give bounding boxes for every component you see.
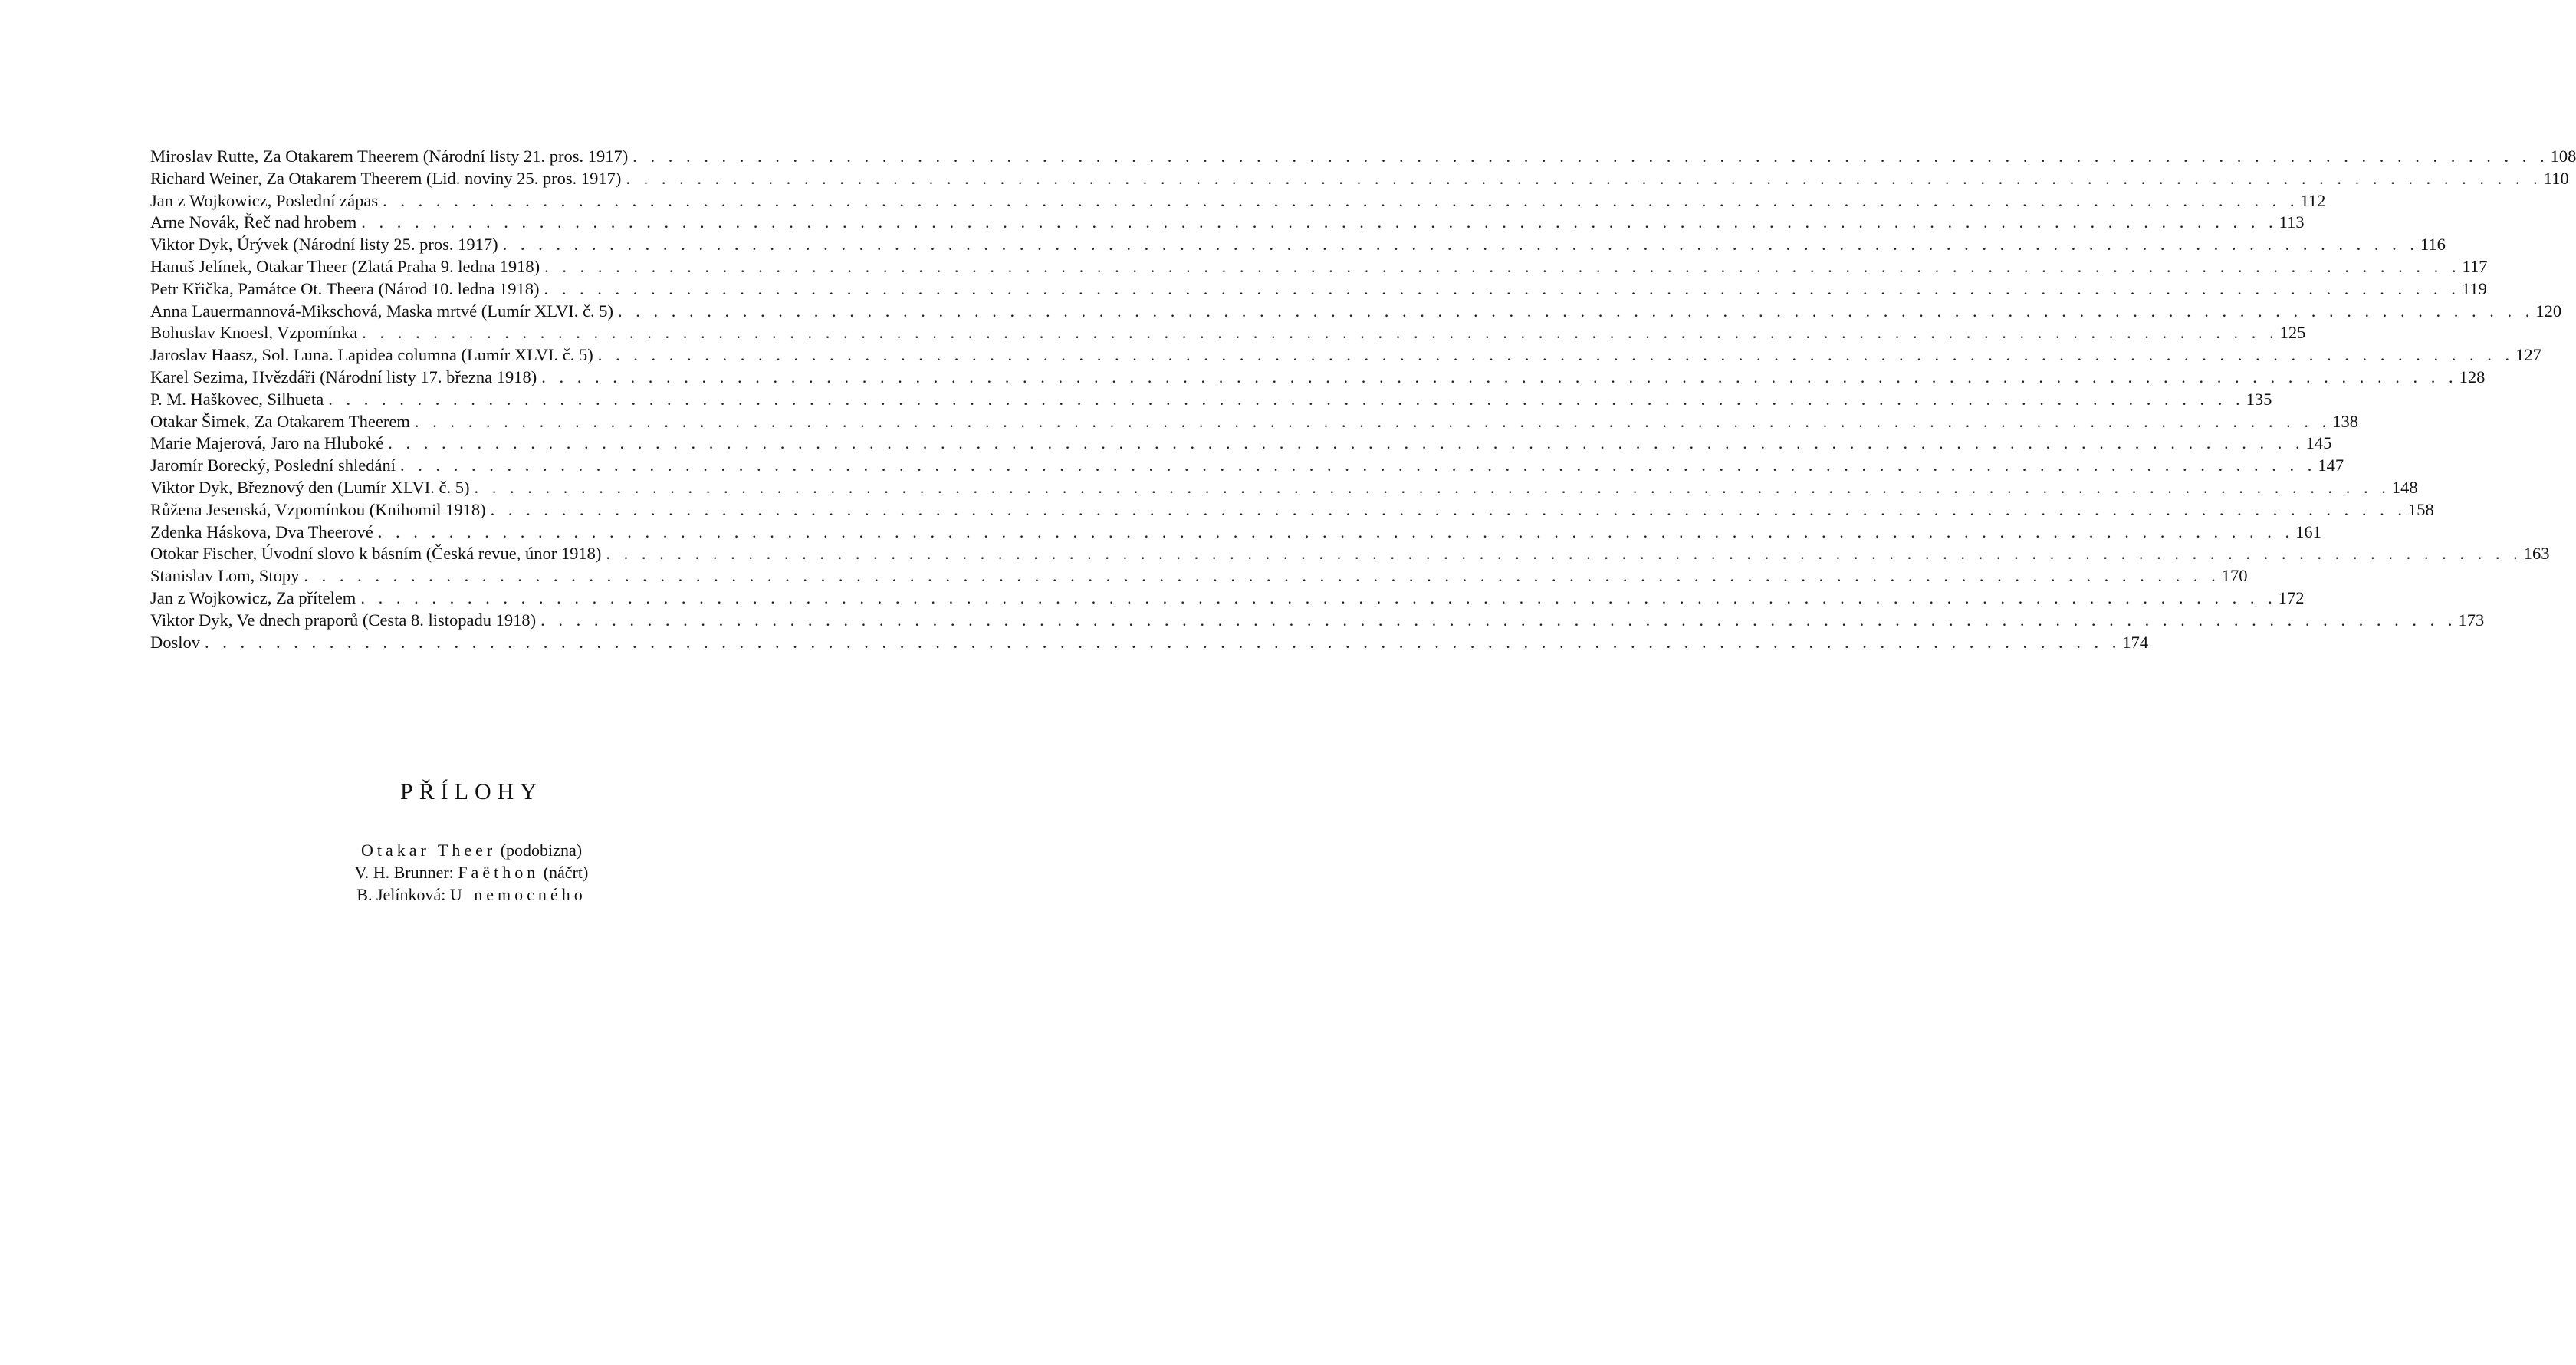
- toc-entry-page: 120: [2535, 301, 2562, 321]
- toc-leader-dots: [383, 190, 2298, 212]
- toc-entry-page: 128: [2459, 367, 2486, 386]
- toc-leader-dots: [304, 565, 2220, 587]
- toc-entry[interactable]: [150, 499, 2434, 521]
- attachment-title: U nemocného: [449, 885, 586, 904]
- toc-entry-title: Bohuslav Knoesl, Vzpomínka: [150, 323, 358, 343]
- toc-entry-title: Viktor Dyk, Ve dnech praporů (Cesta 8. listopadu 1918): [150, 610, 537, 630]
- toc-entry-title: Viktor Dyk, Březnový den (Lumír XLVI. č. 5): [150, 477, 470, 497]
- toc-entry-title: Zdenka Háskova, Dva Theerové: [150, 521, 373, 541]
- toc-entry-title: Richard Weiner, Za Otakarem Theerem (Lid. noviny 25. pros. 1917): [150, 168, 622, 188]
- toc-entry-page: 108: [2550, 146, 2576, 166]
- toc-entry-page: 117: [2462, 256, 2488, 276]
- toc-entry[interactable]: [150, 190, 2326, 212]
- toc-entry[interactable]: [150, 587, 2305, 610]
- toc-entry-page: 172: [2278, 587, 2305, 607]
- toc-leader-dots: [491, 499, 2407, 521]
- attachment-title: Otakar Theer: [360, 840, 497, 860]
- toc-entry-title: Jan z Wojkowicz, Za přítelem: [150, 587, 356, 607]
- toc-entry-page: 125: [2279, 323, 2306, 343]
- toc-entry-page: 147: [2318, 456, 2344, 475]
- toc-leader-dots: [598, 344, 2514, 367]
- toc-entry-title: Jaroslav Haasz, Sol. Luna. Lapidea columna (Lumír XLVI. č. 5): [150, 345, 593, 365]
- toc-entry[interactable]: [150, 234, 2446, 256]
- toc-entry[interactable]: [150, 632, 2149, 654]
- attachment-item: [0, 861, 943, 883]
- toc-entry[interactable]: [150, 367, 2486, 389]
- toc-entry-title: Karel Sezima, Hvězdáři (Národní listy 17. března 1918): [150, 367, 537, 386]
- toc-leader-dots: [400, 455, 2316, 477]
- attachments-heading: PŘÍLOHY: [399, 779, 543, 804]
- toc-leader-dots: [205, 632, 2121, 654]
- toc-leader-dots: [544, 256, 2460, 278]
- toc-entry-page: 110: [2543, 168, 2569, 188]
- toc-leader-dots: [328, 389, 2244, 411]
- toc-entry-title: Hanuš Jelínek, Otakar Theer (Zlatá Praha 9. ledna 1918): [150, 256, 540, 276]
- toc-entry[interactable]: [150, 146, 2576, 168]
- toc-leader-dots: [388, 433, 2304, 455]
- attachment-lead: V. H. Brunner:: [354, 863, 458, 882]
- attachment-lead: B. Jelínková:: [356, 885, 450, 904]
- toc-entry-title: Anna Lauermannová-Mikschová, Maska mrtvé (Lumír XLVI. č. 5): [150, 301, 613, 321]
- toc-entry-title: Jaromír Borecký, Poslední shledání: [150, 456, 396, 475]
- toc-leader-dots: [362, 322, 2278, 344]
- toc-entry-page: 158: [2408, 499, 2434, 519]
- toc-entry[interactable]: [150, 543, 2550, 565]
- toc-entry-page: 127: [2515, 345, 2542, 365]
- toc-entry[interactable]: [150, 389, 2272, 411]
- toc-entry[interactable]: [150, 455, 2344, 477]
- toc-entry-page: 163: [2523, 544, 2550, 564]
- toc-leader-dots: [361, 212, 2277, 234]
- toc-entry-page: 148: [2391, 477, 2418, 497]
- toc-entry-title: Růžena Jesenská, Vzpomínkou (Knihomil 1918): [150, 499, 486, 519]
- toc-entry[interactable]: [150, 521, 2321, 544]
- toc-entry-page: 116: [2420, 235, 2446, 255]
- toc-entry[interactable]: [150, 278, 2487, 301]
- toc-leader-dots: [618, 301, 2534, 323]
- toc-leader-dots: [503, 234, 2419, 256]
- toc-entry[interactable]: [150, 322, 2306, 344]
- toc-entry-title: Doslov: [150, 632, 201, 652]
- toc-leader-dots: [415, 411, 2331, 433]
- attachment-note: (podobizna): [496, 840, 583, 860]
- toc-leader-dots: [544, 278, 2460, 301]
- toc-entry-page: 119: [2461, 278, 2487, 298]
- toc-entry-title: P. M. Haškovec, Silhueta: [150, 389, 324, 409]
- toc-entry-title: Arne Novák, Řeč nad hrobem: [150, 212, 357, 232]
- toc-entry[interactable]: [150, 256, 2488, 278]
- toc-entry-page: 174: [2122, 632, 2149, 652]
- toc-entry[interactable]: [150, 301, 2562, 323]
- attachment-item: [0, 883, 943, 906]
- toc-entry[interactable]: [150, 411, 2358, 433]
- toc-entry-page: 145: [2305, 433, 2332, 453]
- toc-leader-dots: [540, 610, 2456, 632]
- toc-entry-title: Marie Majerová, Jaro na Hluboké: [150, 433, 384, 453]
- toc-leader-dots: [626, 168, 2542, 190]
- toc-entry-title: Stanislav Lom, Stopy: [150, 566, 300, 586]
- toc-entry-page: 113: [2279, 212, 2305, 232]
- toc-entry[interactable]: [150, 610, 2485, 632]
- toc-entry-page: 135: [2246, 389, 2272, 409]
- toc-leader-dots: [606, 543, 2522, 565]
- toc-entry[interactable]: [150, 212, 2305, 234]
- toc-leader-dots: [378, 521, 2294, 544]
- toc-entry-title: Otakar Šimek, Za Otakarem Theerem: [150, 411, 410, 431]
- attachment-title: Faëthon: [458, 863, 540, 882]
- toc-entry-page: 138: [2332, 411, 2358, 431]
- toc-entry-title: Jan z Wojkowicz, Poslední zápas: [150, 190, 379, 210]
- table-of-contents: [150, 146, 2576, 653]
- toc-leader-dots: [360, 587, 2276, 610]
- toc-entry[interactable]: [150, 477, 2418, 499]
- toc-entry-title: Petr Křička, Památce Ot. Theera (Národ 10. ledna 1918): [150, 278, 540, 298]
- toc-entry[interactable]: [150, 565, 2248, 587]
- toc-entry[interactable]: [150, 433, 2332, 455]
- attachment-note: (náčrt): [539, 863, 589, 882]
- toc-entry-page: 173: [2458, 610, 2485, 630]
- attachments-section: [0, 779, 943, 906]
- toc-entry-title: Otokar Fischer, Úvodní slovo k básním (Česká revue, únor 1918): [150, 544, 602, 564]
- toc-entry-page: 112: [2300, 190, 2326, 210]
- toc-entry[interactable]: [150, 344, 2542, 367]
- toc-entry-page: 161: [2295, 521, 2321, 541]
- toc-leader-dots: [474, 477, 2390, 499]
- toc-entry[interactable]: [150, 168, 2569, 190]
- toc-entry-title: Miroslav Rutte, Za Otakarem Theerem (Národní listy 21. pros. 1917): [150, 146, 629, 166]
- toc-entry-page: 170: [2221, 566, 2248, 586]
- toc-leader-dots: [541, 367, 2457, 389]
- toc-entry-title: Viktor Dyk, Úrývek (Národní listy 25. pros. 1917): [150, 235, 498, 255]
- toc-leader-dots: [632, 146, 2548, 168]
- attachment-item: [0, 839, 943, 861]
